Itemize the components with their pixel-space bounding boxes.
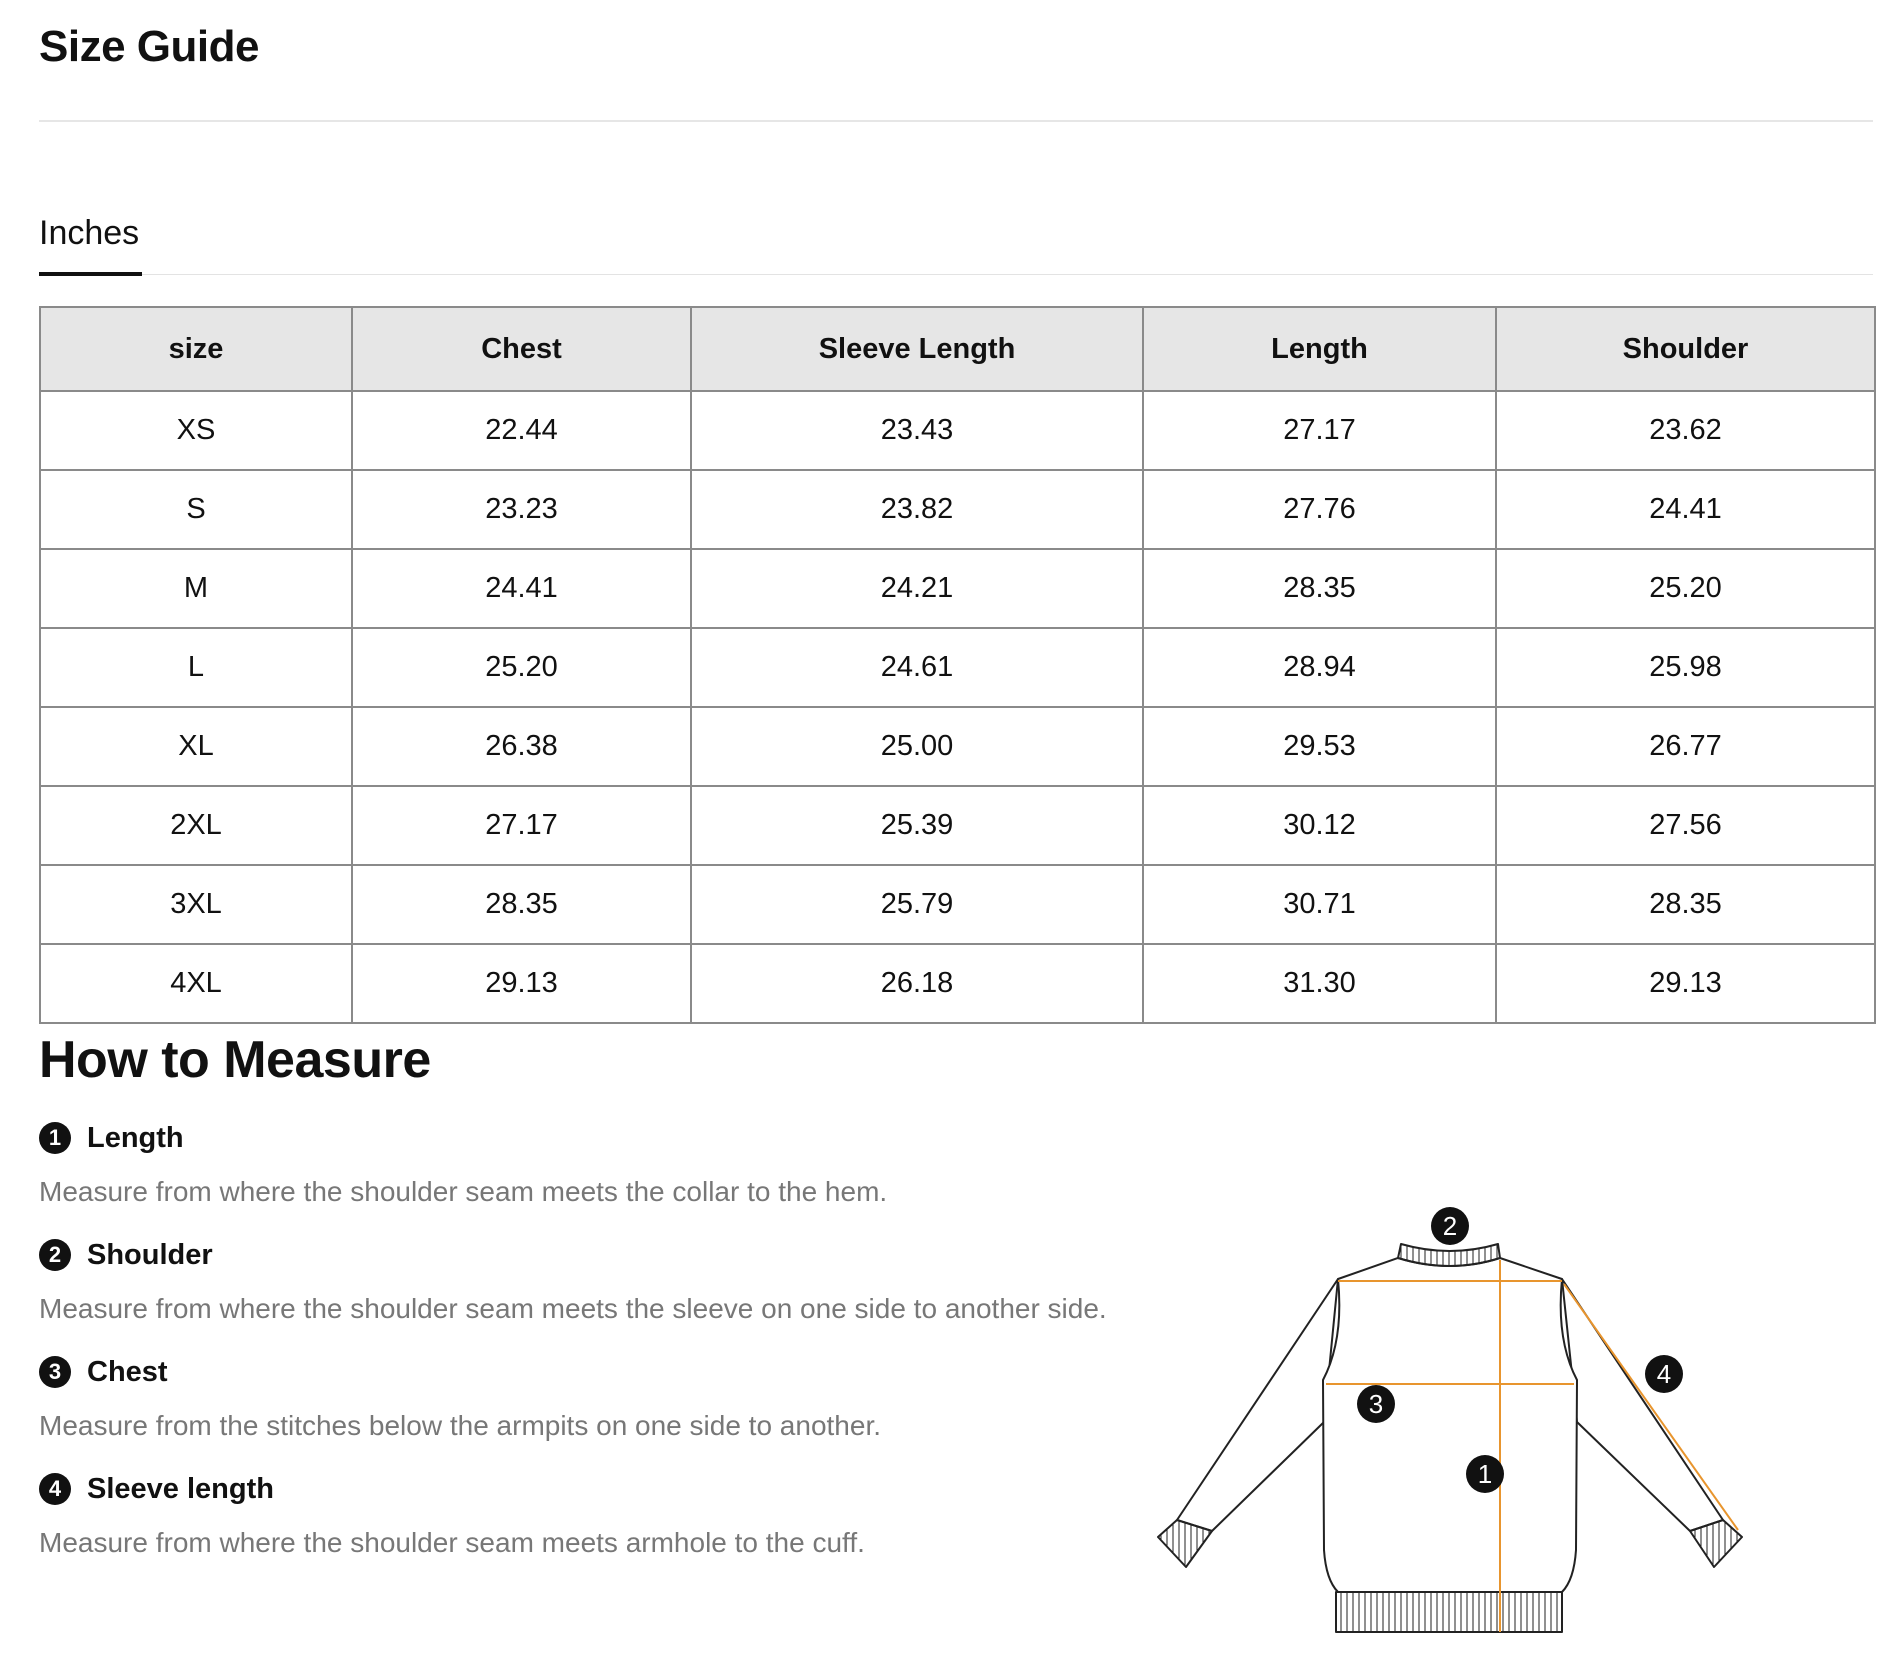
table-cell: 4XL [40,944,352,1023]
table-cell: 22.44 [352,391,691,470]
active-tab-indicator [39,272,142,276]
table-cell: 25.20 [352,628,691,707]
table-cell: 24.41 [1496,470,1875,549]
table-cell: 31.30 [1143,944,1496,1023]
left-sleeve [1177,1279,1338,1531]
measure-item-label: Length [87,1121,184,1154]
size-table [39,306,1876,1024]
table-cell: S [40,470,352,549]
table-cell: L [40,628,352,707]
table-row [40,707,1875,786]
table-cell: 27.17 [1143,391,1496,470]
table-cell: 28.94 [1143,628,1496,707]
table-cell: 23.62 [1496,391,1875,470]
table-cell: 27.76 [1143,470,1496,549]
table-cell: 25.20 [1496,549,1875,628]
table-cell: XL [40,707,352,786]
number-two-badge-icon: 2 [39,1239,71,1271]
how-to-measure-heading: How to Measure [39,1031,431,1089]
table-cell: 2XL [40,786,352,865]
table-row [40,786,1875,865]
table-cell: 3XL [40,865,352,944]
column-header-chest: Chest [352,307,691,391]
table-cell: XS [40,391,352,470]
table-row [40,470,1875,549]
table-cell: 26.38 [352,707,691,786]
measure-item-chest [39,1352,881,1442]
measure-item-description: Measure from where the shoulder seam meets the collar to the hem. [39,1176,888,1207]
table-cell: 24.61 [691,628,1143,707]
sweater-measurement-diagram [1150,1200,1770,1640]
header-divider [39,120,1873,122]
table-cell: 29.53 [1143,707,1496,786]
table-cell: 27.17 [352,786,691,865]
measure-item-description: Measure from where the shoulder seam meets armhole to the cuff. [39,1527,865,1558]
marker-one-icon [1466,1455,1504,1493]
measure-item-description: Measure from where the shoulder seam meets the sleeve on one side to another side. [39,1293,1107,1324]
number-four-badge-icon: 4 [39,1473,71,1505]
table-header-row [40,307,1875,391]
number-three-badge-icon: 3 [39,1356,71,1388]
marker-two-icon [1431,1207,1469,1245]
tab-divider [39,274,1873,275]
measure-item-description: Measure from the stitches below the armpits on one side to another. [39,1410,882,1441]
table-row [40,628,1875,707]
table-cell: 28.35 [352,865,691,944]
measure-item-label: Shoulder [87,1238,213,1271]
measure-item-shoulder [39,1235,1107,1325]
table-cell: 24.41 [352,549,691,628]
table-cell: 26.77 [1496,707,1875,786]
table-cell: 25.79 [691,865,1143,944]
table-cell: 29.13 [352,944,691,1023]
table-cell: 25.98 [1496,628,1875,707]
svg-text:4: 4 [1656,1359,1672,1389]
measure-item-label: Chest [87,1355,168,1388]
page-title: Size Guide [39,22,259,71]
table-cell: M [40,549,352,628]
column-header-sleeve-length: Sleeve Length [691,307,1143,391]
table-cell: 25.00 [691,707,1143,786]
column-header-shoulder: Shoulder [1496,307,1875,391]
table-cell: 27.56 [1496,786,1875,865]
table-row [40,865,1875,944]
column-header-size: size [40,307,352,391]
marker-four-icon [1645,1355,1683,1393]
table-cell: 26.18 [691,944,1143,1023]
sweater-body [1323,1258,1577,1592]
table-cell: 23.82 [691,470,1143,549]
table-cell: 24.21 [691,549,1143,628]
table-cell: 28.35 [1143,549,1496,628]
table-cell: 30.71 [1143,865,1496,944]
svg-text:1: 1 [1477,1459,1493,1489]
table-cell: 29.13 [1496,944,1875,1023]
table-cell: 28.35 [1496,865,1875,944]
tab-inches[interactable]: Inches [39,214,140,252]
svg-text:2: 2 [1442,1211,1458,1241]
hem-rib [1336,1592,1562,1632]
number-one-badge-icon: 1 [39,1122,71,1154]
table-row [40,391,1875,470]
collar-rib [1398,1244,1500,1266]
marker-three-icon [1357,1385,1395,1423]
measure-item-length [39,1118,887,1208]
table-cell: 25.39 [691,786,1143,865]
svg-text:3: 3 [1368,1389,1384,1419]
unit-tab-bar [39,214,1873,278]
measure-item-sleeve-length [39,1469,865,1559]
table-row [40,549,1875,628]
table-cell: 23.23 [352,470,691,549]
measure-item-label: Sleeve length [87,1472,274,1505]
table-cell: 30.12 [1143,786,1496,865]
table-cell: 23.43 [691,391,1143,470]
table-row [40,944,1875,1023]
column-header-length: Length [1143,307,1496,391]
